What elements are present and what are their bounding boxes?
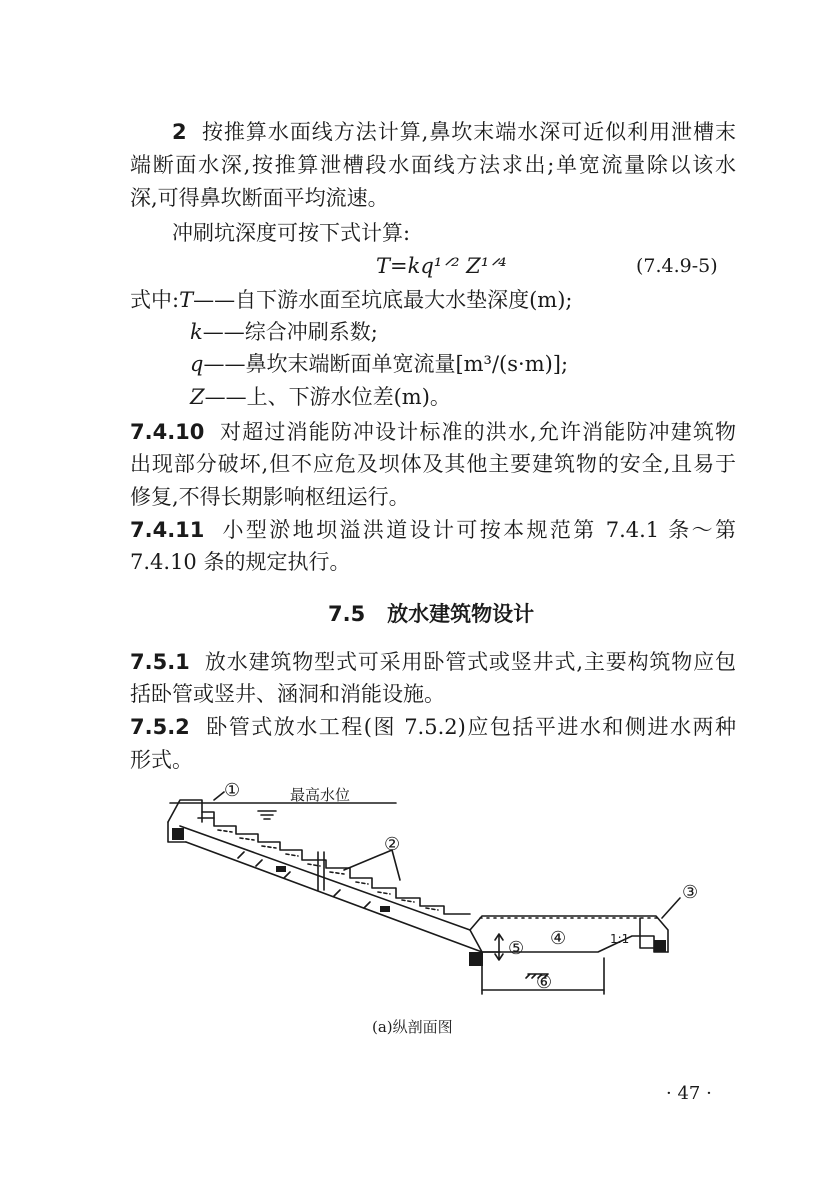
callout-3-marker: ③ (682, 882, 699, 903)
where-q-line: q——鼻坎末端断面单宽流量[m³/(s·m)]; (190, 352, 569, 376)
clause-7-5-1-line2: 括卧管或竖井、涵洞和消能设施。 (130, 682, 445, 706)
formula-expression: T=kq¹ᐟ² Z¹ᐟ⁴ (376, 254, 507, 278)
max-water-level-label: 最高水位 (290, 786, 351, 804)
clause-7-4-10-line1: 7.4.10 对超过消能防冲设计标准的洪水,允许消能防冲建筑物 (130, 420, 736, 444)
callout-5-marker: ⑤ (508, 938, 525, 959)
callout-4-marker: ④ (550, 928, 567, 949)
clause-7-5-1-line1: 7.5.1 放水建筑物型式可采用卧管式或竖井式,主要构筑物应包 (130, 650, 736, 674)
section-heading-7-5: 7.5 放水建筑物设计 (328, 602, 535, 626)
para2-text: 冲刷坑深度可按下式计算: (172, 221, 411, 245)
where-Z-line: Z——上、下游水位差(m)。 (190, 385, 451, 409)
clause-7-4-10-line2: 出现部分破坏,但不应危及坝体及其他主要建筑物的安全,且易于 (130, 452, 736, 476)
callout-2-marker: ② (384, 834, 401, 855)
callout-1-marker: ① (224, 780, 241, 801)
clause-7-4-11-line1: 7.4.11 小型淤地坝溢洪道设计可按本规范第 7.4.1 条～第 (130, 518, 736, 542)
callout-6-marker: ⑥ (536, 972, 553, 993)
clause-7-5-2-line1: 7.5.2 卧管式放水工程(图 7.5.2)应包括平进水和侧进水两种 (130, 715, 736, 739)
para1-line3: 深,可得鼻坎断面平均流速。 (130, 186, 389, 210)
para1-line1: 2 按推算水面线方法计算,鼻坎末端水深可近似利用泄槽末 (172, 120, 736, 144)
clause-7-4-11-line2: 7.4.10 条的规定执行。 (130, 550, 351, 574)
figure-caption: (a)纵剖面图 (372, 1018, 453, 1036)
where-k-line: k——综合冲刷系数; (190, 320, 378, 344)
clause-7-4-10-line3: 修复,不得长期影响枢纽运行。 (130, 485, 410, 509)
slope-ratio-label: 1:1 (610, 932, 630, 946)
para1-line2: 端断面水深,按推算泄槽段水面线方法求出;单宽流量除以该水 (130, 153, 736, 177)
page-number: · 47 · (666, 1083, 712, 1104)
clause-7-5-2-line2: 形式。 (130, 748, 193, 772)
formula-number: (7.4.9-5) (636, 255, 718, 277)
where-T-line: 式中:T——自下游水面至坑底最大水垫深度(m); (130, 288, 573, 312)
